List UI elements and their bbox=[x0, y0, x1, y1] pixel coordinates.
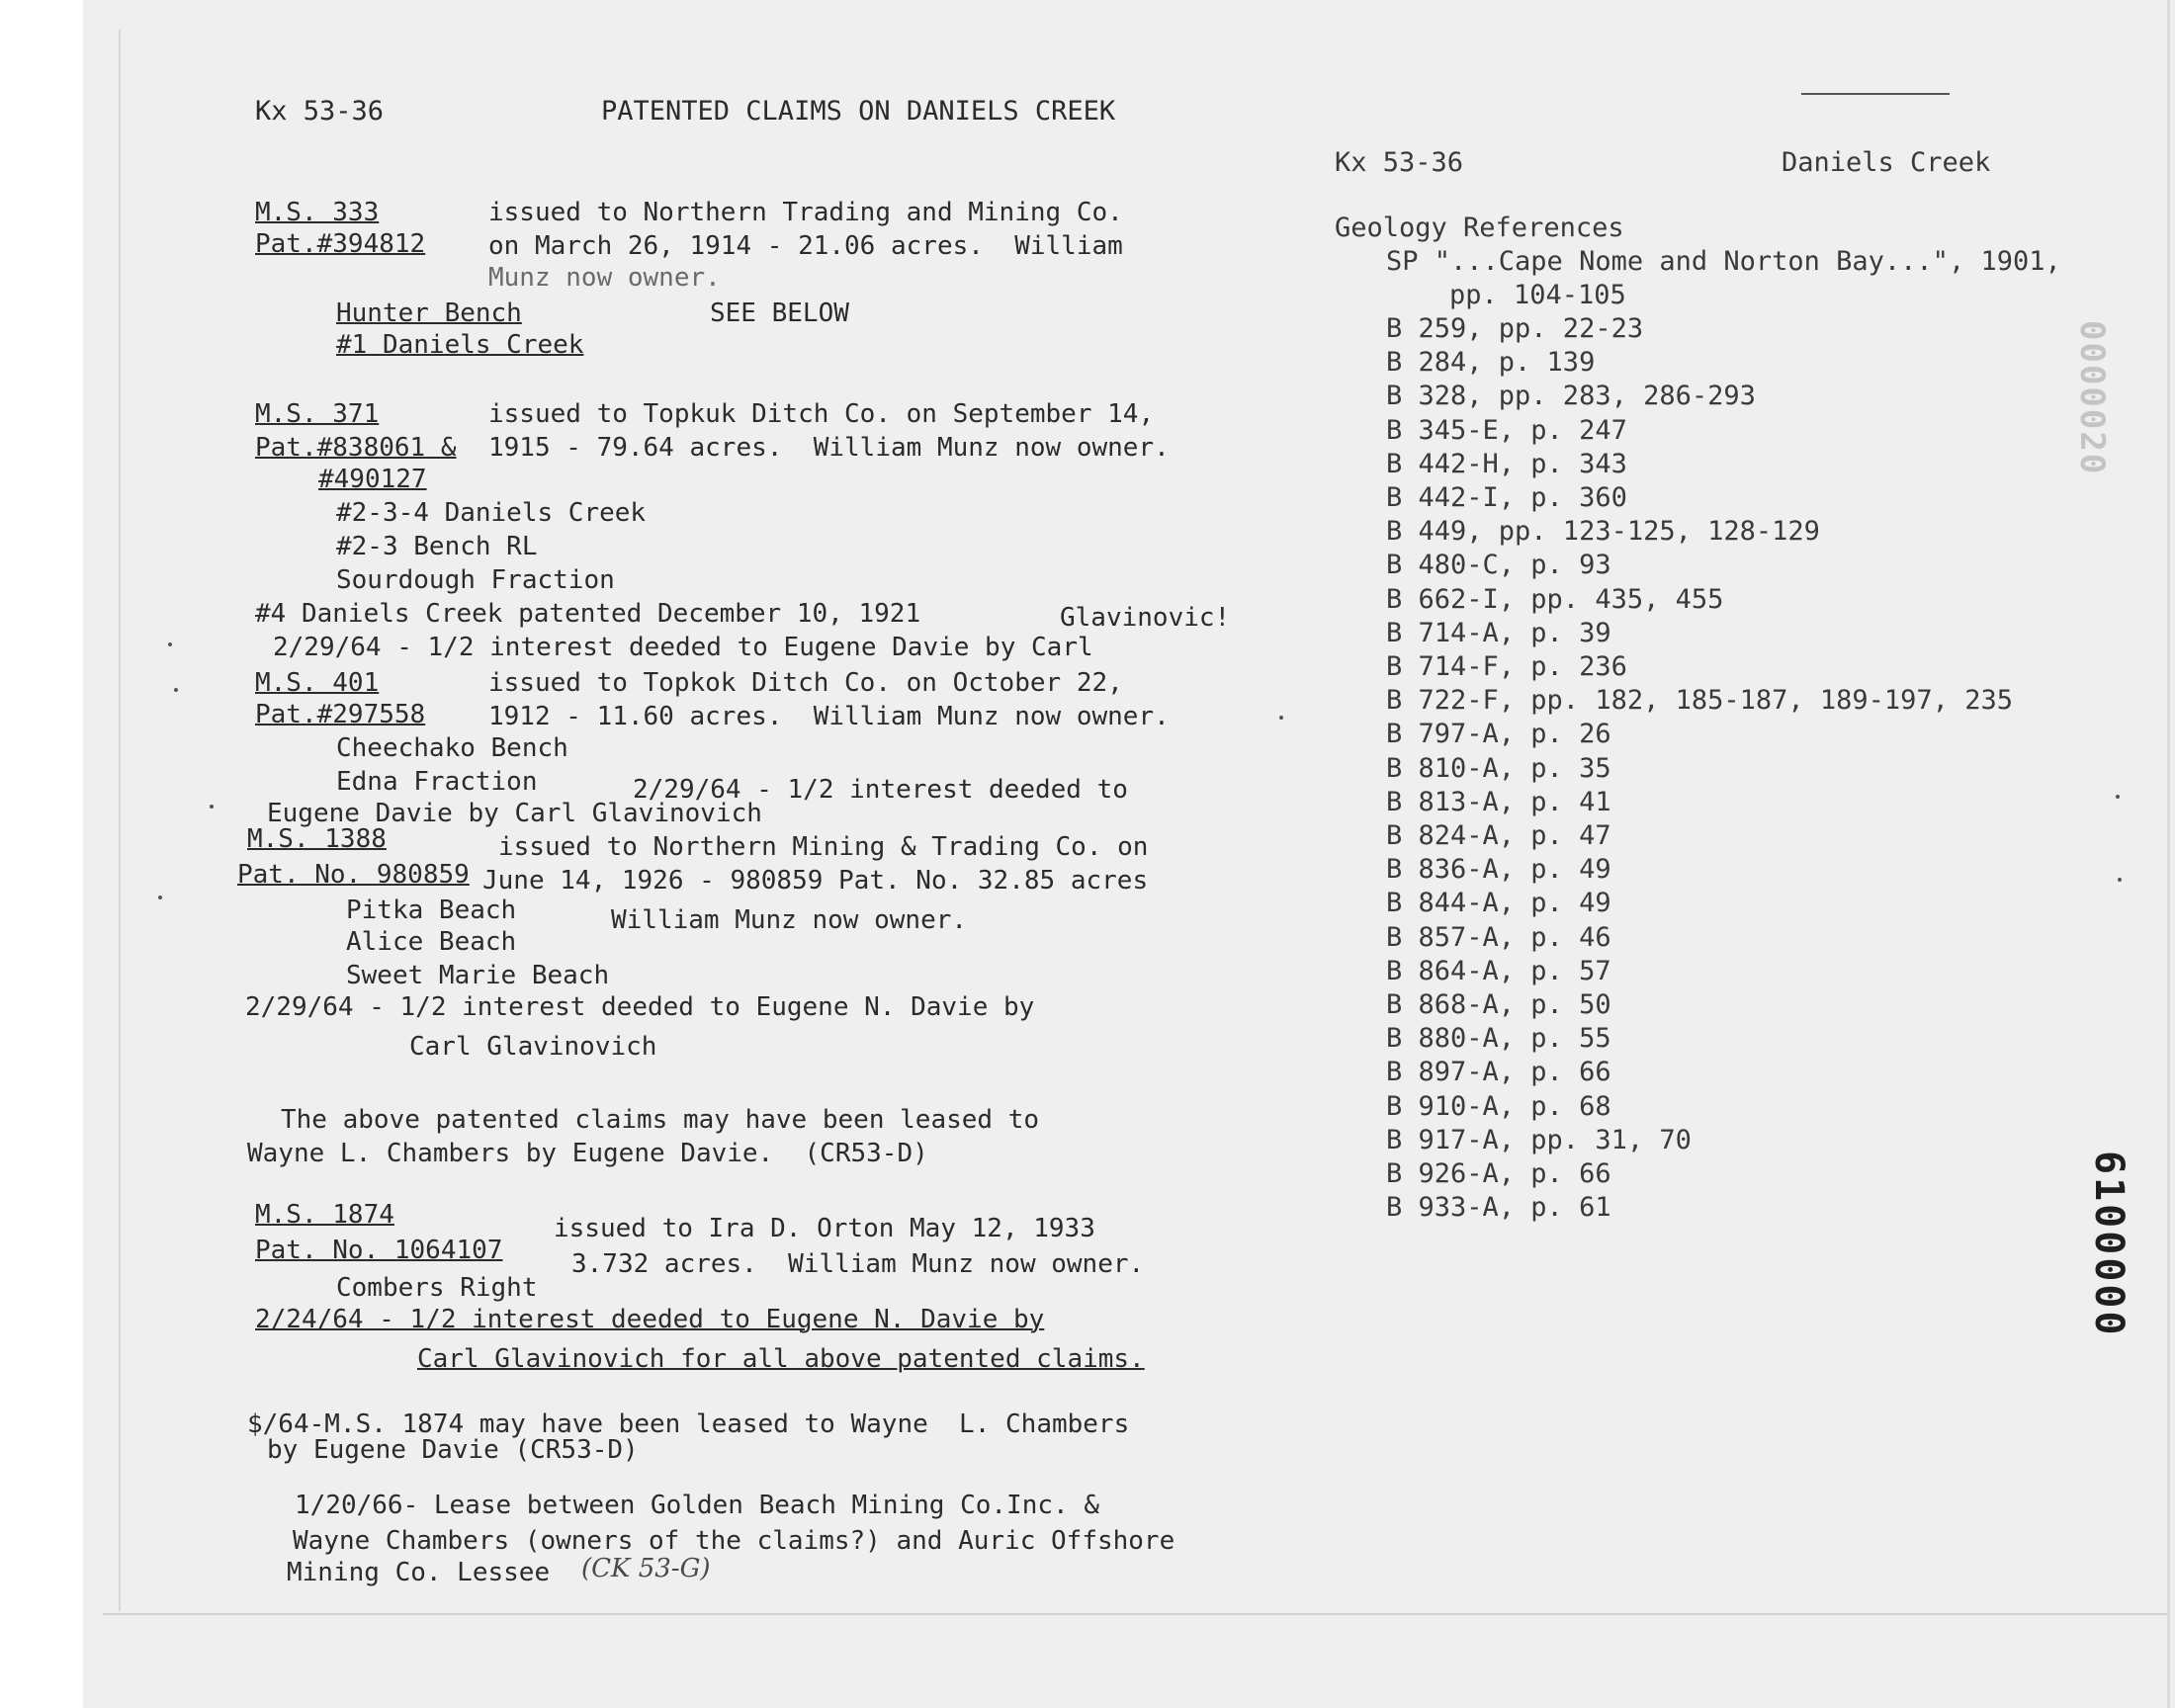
ms-1388-deed2: Carl Glavinovich bbox=[409, 1032, 657, 1062]
ms-1388-patent: Pat. No. 980859 bbox=[237, 860, 470, 890]
geology-reference-item: B 836-A, p. 49 bbox=[1386, 854, 1611, 885]
ms-1874-number: M.S. 1874 bbox=[255, 1200, 394, 1230]
geology-reference-item: B 345-E, p. 247 bbox=[1386, 415, 1627, 446]
geology-reference-item: B 813-A, p. 41 bbox=[1386, 787, 1611, 817]
card-code-left: Kx 53-36 bbox=[255, 96, 385, 127]
geology-reference-item: B 662-I, pp. 435, 455 bbox=[1386, 584, 1724, 615]
archive-stamp-bottom: 6100000 bbox=[2086, 1151, 2132, 1338]
ms-1874-line2: 3.732 acres. William Munz now owner. bbox=[571, 1249, 1145, 1279]
geology-reference-item: B 917-A, pp. 31, 70 bbox=[1386, 1125, 1692, 1155]
ms-333-claim-name1: Hunter Bench bbox=[336, 299, 522, 328]
lease-note-line1: The above patented claims may have been leased to bbox=[281, 1105, 1040, 1135]
geology-reference-item: B 880-A, p. 55 bbox=[1386, 1023, 1611, 1054]
geology-reference-item: B 857-A, p. 46 bbox=[1386, 922, 1611, 953]
ms-401-deed2: Eugene Davie by Carl Glavinovich bbox=[267, 799, 762, 828]
scan-speck bbox=[1279, 716, 1283, 720]
geology-sp-line1: SP "...Cape Nome and Norton Bay...", 1901, bbox=[1386, 246, 2061, 277]
ms-371-line1: issued to Topkuk Ditch Co. on September 14, bbox=[488, 399, 1155, 429]
ms-371-claim-name2: #2-3 Bench RL bbox=[336, 532, 538, 561]
ms-1874-deed2: Carl Glavinovich for all above patented claims. bbox=[417, 1344, 1145, 1374]
geology-reference-item: B 926-A, p. 66 bbox=[1386, 1158, 1611, 1189]
ms-401-deed1: 2/29/64 - 1/2 interest deeded to bbox=[633, 775, 1128, 805]
note-1966-line2: Wayne Chambers (owners of the claims?) and Auric Offshore bbox=[293, 1526, 1175, 1556]
ms-1388-deed1: 2/29/64 - 1/2 interest deeded to Eugene N. Davie by bbox=[245, 992, 1035, 1022]
ms-371-number: M.S. 371 bbox=[255, 399, 380, 429]
card-title-right: Daniels Creek bbox=[1782, 147, 1991, 178]
card-edge-left bbox=[119, 30, 121, 1611]
ms-1388-line3: William Munz now owner. bbox=[611, 905, 968, 935]
geology-reference-item: B 933-A, p. 61 bbox=[1386, 1192, 1611, 1223]
lease-note-line2: Wayne L. Chambers by Eugene Davie. (CR53-D) bbox=[247, 1139, 928, 1168]
geology-reference-item: B 722-F, pp. 182, 185-187, 189-197, 235 bbox=[1386, 685, 2013, 716]
ms-401-line2: 1912 - 11.60 acres. William Munz now owner. bbox=[488, 702, 1170, 731]
ms-1388-claim-name1: Pitka Beach bbox=[346, 896, 517, 925]
note-1964-line1: $/64-M.S. 1874 may have been leased to Wayne L. Chambers bbox=[247, 1409, 1130, 1439]
card-edge-bottom bbox=[103, 1613, 2169, 1615]
geology-reference-item: B 284, p. 139 bbox=[1386, 347, 1596, 378]
ms-371-line2: 1915 - 79.64 acres. William Munz now owner. bbox=[488, 433, 1170, 463]
geology-reference-item: B 442-H, p. 343 bbox=[1386, 449, 1627, 479]
ms-1388-line2: June 14, 1926 - 980859 Pat. No. 32.85 acres bbox=[482, 866, 1149, 896]
ms-401-claim-name1: Cheechako Bench bbox=[336, 733, 568, 763]
geology-reference-item: B 910-A, p. 68 bbox=[1386, 1091, 1611, 1122]
geology-reference-item: B 442-I, p. 360 bbox=[1386, 482, 1627, 513]
ms-1874-line1: issued to Ira D. Orton May 12, 1933 bbox=[554, 1214, 1095, 1243]
ms-1388-claim-name2: Alice Beach bbox=[346, 927, 517, 957]
ms-333-patent: Pat.#394812 bbox=[255, 229, 426, 259]
ms-333-line3: Munz now owner. bbox=[488, 263, 721, 293]
geology-reference-item: B 480-C, p. 93 bbox=[1386, 550, 1611, 580]
ms-1388-claim-name3: Sweet Marie Beach bbox=[346, 961, 610, 990]
scan-speck bbox=[210, 805, 214, 809]
ms-401-claim-name2: Edna Fraction bbox=[336, 767, 538, 797]
ms-1388-number: M.S. 1388 bbox=[247, 824, 387, 854]
ms-333-line2: on March 26, 1914 - 21.06 acres. William bbox=[488, 231, 1123, 261]
note-1964-line2: by Eugene Davie (CR53-D) bbox=[267, 1435, 639, 1465]
geology-reference-item: B 328, pp. 283, 286-293 bbox=[1386, 381, 1756, 411]
scan-speck bbox=[2118, 878, 2122, 882]
card-edge-right bbox=[2167, 0, 2170, 1708]
geology-reference-item: B 449, pp. 123-125, 128-129 bbox=[1386, 516, 1820, 547]
note-1966-line1: 1/20/66- Lease between Golden Beach Mining Co.Inc. & bbox=[295, 1491, 1099, 1520]
header-rule bbox=[1801, 93, 1950, 95]
geology-reference-item: B 897-A, p. 66 bbox=[1386, 1057, 1611, 1087]
ms-333-line1: issued to Northern Trading and Mining Co. bbox=[488, 198, 1123, 227]
ms-333-claim-name2: #1 Daniels Creek bbox=[336, 330, 584, 360]
ms-371-claim-name3: Sourdough Fraction bbox=[336, 565, 615, 595]
geology-reference-item: B 824-A, p. 47 bbox=[1386, 820, 1611, 851]
geology-heading: Geology References bbox=[1335, 213, 1624, 243]
geology-reference-item: B 868-A, p. 50 bbox=[1386, 989, 1611, 1020]
ms-1874-patent: Pat. No. 1064107 bbox=[255, 1236, 503, 1265]
geology-reference-item: B 844-A, p. 49 bbox=[1386, 888, 1611, 918]
ms-333-see-below: SEE BELOW bbox=[710, 299, 849, 328]
ms-371-deed: 2/29/64 - 1/2 interest deeded to Eugene Davie by Carl bbox=[273, 633, 1093, 662]
ms-1388-line1: issued to Northern Mining & Trading Co. on bbox=[498, 832, 1149, 862]
card-title: PATENTED CLAIMS ON DANIELS CREEK bbox=[601, 96, 1116, 127]
archive-stamp-top: 0000020 bbox=[2072, 320, 2112, 476]
handwritten-reference: (CK 53-G) bbox=[581, 1554, 711, 1583]
geology-sp-line2: pp. 104-105 bbox=[1449, 280, 1626, 310]
ms-371-glavinovic: Glavinovic! bbox=[1060, 603, 1231, 633]
card-code-right: Kx 53-36 bbox=[1335, 147, 1464, 178]
scan-speck bbox=[158, 896, 162, 899]
geology-reference-item: B 259, pp. 22-23 bbox=[1386, 313, 1644, 344]
geology-reference-item: B 810-A, p. 35 bbox=[1386, 753, 1611, 784]
ms-1874-claim-name1: Combers Right bbox=[336, 1273, 538, 1303]
scan-speck bbox=[168, 642, 172, 646]
scan-margin bbox=[0, 0, 83, 1708]
scan-speck bbox=[2116, 795, 2120, 799]
geology-reference-item: B 714-A, p. 39 bbox=[1386, 618, 1611, 648]
ms-401-line1: issued to Topkok Ditch Co. on October 22, bbox=[488, 668, 1123, 698]
geology-reference-item: B 797-A, p. 26 bbox=[1386, 719, 1611, 749]
ms-371-patent2: #490127 bbox=[318, 465, 427, 494]
ms-401-number: M.S. 401 bbox=[255, 668, 380, 698]
geology-reference-item: B 864-A, p. 57 bbox=[1386, 956, 1611, 986]
ms-333-number: M.S. 333 bbox=[255, 198, 380, 227]
ms-371-claim-name1: #2-3-4 Daniels Creek bbox=[336, 498, 647, 528]
geology-reference-item: B 714-F, p. 236 bbox=[1386, 651, 1627, 682]
scan-speck bbox=[174, 688, 178, 692]
ms-401-patent: Pat.#297558 bbox=[255, 700, 426, 729]
ms-1874-deed1: 2/24/64 - 1/2 interest deeded to Eugene N. Davie by bbox=[255, 1305, 1045, 1334]
ms-371-patent: Pat.#838061 & bbox=[255, 433, 457, 463]
ms-371-patented-note: #4 Daniels Creek patented December 10, 1921 bbox=[255, 599, 921, 629]
note-1966-line3: Mining Co. Lessee bbox=[287, 1558, 551, 1587]
